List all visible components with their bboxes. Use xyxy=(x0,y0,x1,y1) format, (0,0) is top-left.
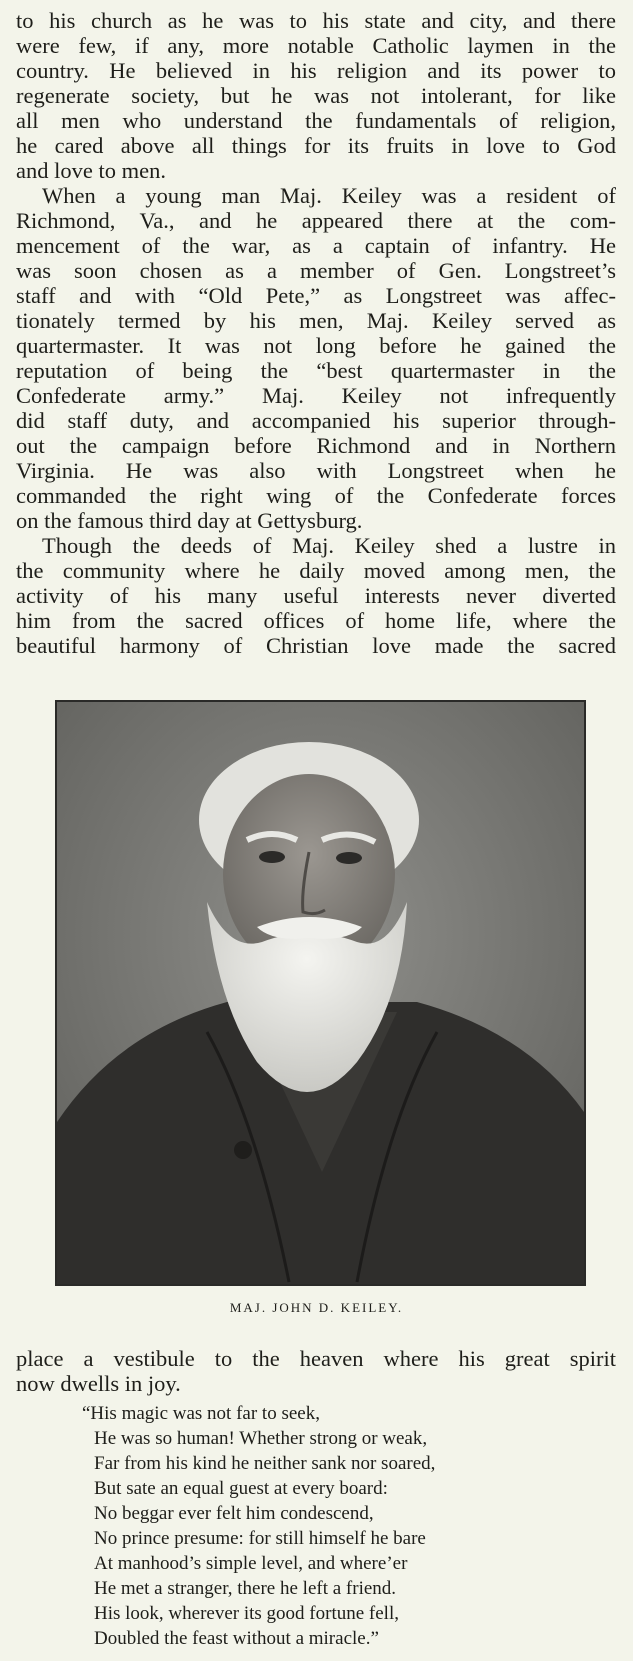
portrait-photo xyxy=(55,700,586,1286)
text-line: When a young man Maj. Keiley was a resident of xyxy=(42,183,616,208)
portrait-image xyxy=(57,702,584,1284)
paragraph-2 xyxy=(16,183,616,533)
text-line: regenerate society, but he was not intolerant, for like xyxy=(16,83,616,108)
text-line: did staff duty, and accompanied his superior through- xyxy=(16,408,616,433)
text-line: the community where he daily moved among men, the xyxy=(16,558,616,583)
text-line: mencement of the war, as a captain of infantry. He xyxy=(16,233,616,258)
paragraph-1 xyxy=(16,8,616,183)
text-line: staff and with “Old Pete,” as Longstreet was affec- xyxy=(16,283,616,308)
text-line: and love to men. xyxy=(16,158,166,183)
text-line: him from the sacred offices of home life, where the xyxy=(16,608,616,633)
text-line: tionately termed by his men, Maj. Keiley served as xyxy=(16,308,616,333)
text-line: quartermaster. It was not long before he gained the xyxy=(16,333,616,358)
poem-quote xyxy=(82,1401,602,1651)
text-line: were few, if any, more notable Catholic laymen in the xyxy=(16,33,616,58)
text-line: all men who understand the fundamentals of religion, xyxy=(16,108,616,133)
poem-line: At manhood’s simple level, and where’er xyxy=(94,1553,408,1574)
text-line: was soon chosen as a member of Gen. Longstreet’s xyxy=(16,258,616,283)
text-line: beautiful harmony of Christian love made the sacred xyxy=(16,633,616,658)
text-line: Though the deeds of Maj. Keiley shed a lustre in xyxy=(42,533,616,558)
poem-line: Doubled the feast without a miracle.” xyxy=(94,1628,379,1649)
paragraph-4 xyxy=(16,1346,616,1396)
text-line: out the campaign before Richmond and in Northern xyxy=(16,433,616,458)
poem-line: Far from his kind he neither sank nor soared, xyxy=(94,1453,436,1474)
poem-line: No prince presume: for still himself he bare xyxy=(94,1528,426,1549)
text-line: now dwells in joy. xyxy=(16,1371,181,1396)
text-line: to his church as he was to his state and city, and there xyxy=(16,8,616,33)
poem-line: He met a stranger, there he left a friend. xyxy=(94,1578,397,1599)
text-line: on the famous third day at Gettysburg. xyxy=(16,508,363,533)
poem-line: No beggar ever felt him condescend, xyxy=(94,1503,374,1524)
poem-line: His look, wherever its good fortune fell, xyxy=(94,1603,399,1624)
text-line: he cared above all things for its fruits in love to God xyxy=(16,133,616,158)
text-line: reputation of being the “best quartermaster in the xyxy=(16,358,616,383)
text-line: activity of his many useful interests never diverted xyxy=(16,583,616,608)
poem-line: He was so human! Whether strong or weak, xyxy=(94,1428,428,1449)
poem-line: But sate an equal guest at every board: xyxy=(94,1478,388,1499)
text-line: Richmond, Va., and he appeared there at the com- xyxy=(16,208,616,233)
text-line: place a vestibule to the heaven where his great spirit xyxy=(16,1346,616,1371)
text-line: country. He believed in his religion and its power to xyxy=(16,58,616,83)
text-line: Confederate army.” Maj. Keiley not infrequently xyxy=(16,383,616,408)
paragraph-3 xyxy=(16,533,616,658)
poem-line: “His magic was not far to seek, xyxy=(82,1403,320,1424)
photo-caption: MAJ. JOHN D. KEILEY. xyxy=(229,1300,404,1315)
text-line: commanded the right wing of the Confederate forces xyxy=(16,483,616,508)
text-line: Virginia. He was also with Longstreet when he xyxy=(16,458,616,483)
